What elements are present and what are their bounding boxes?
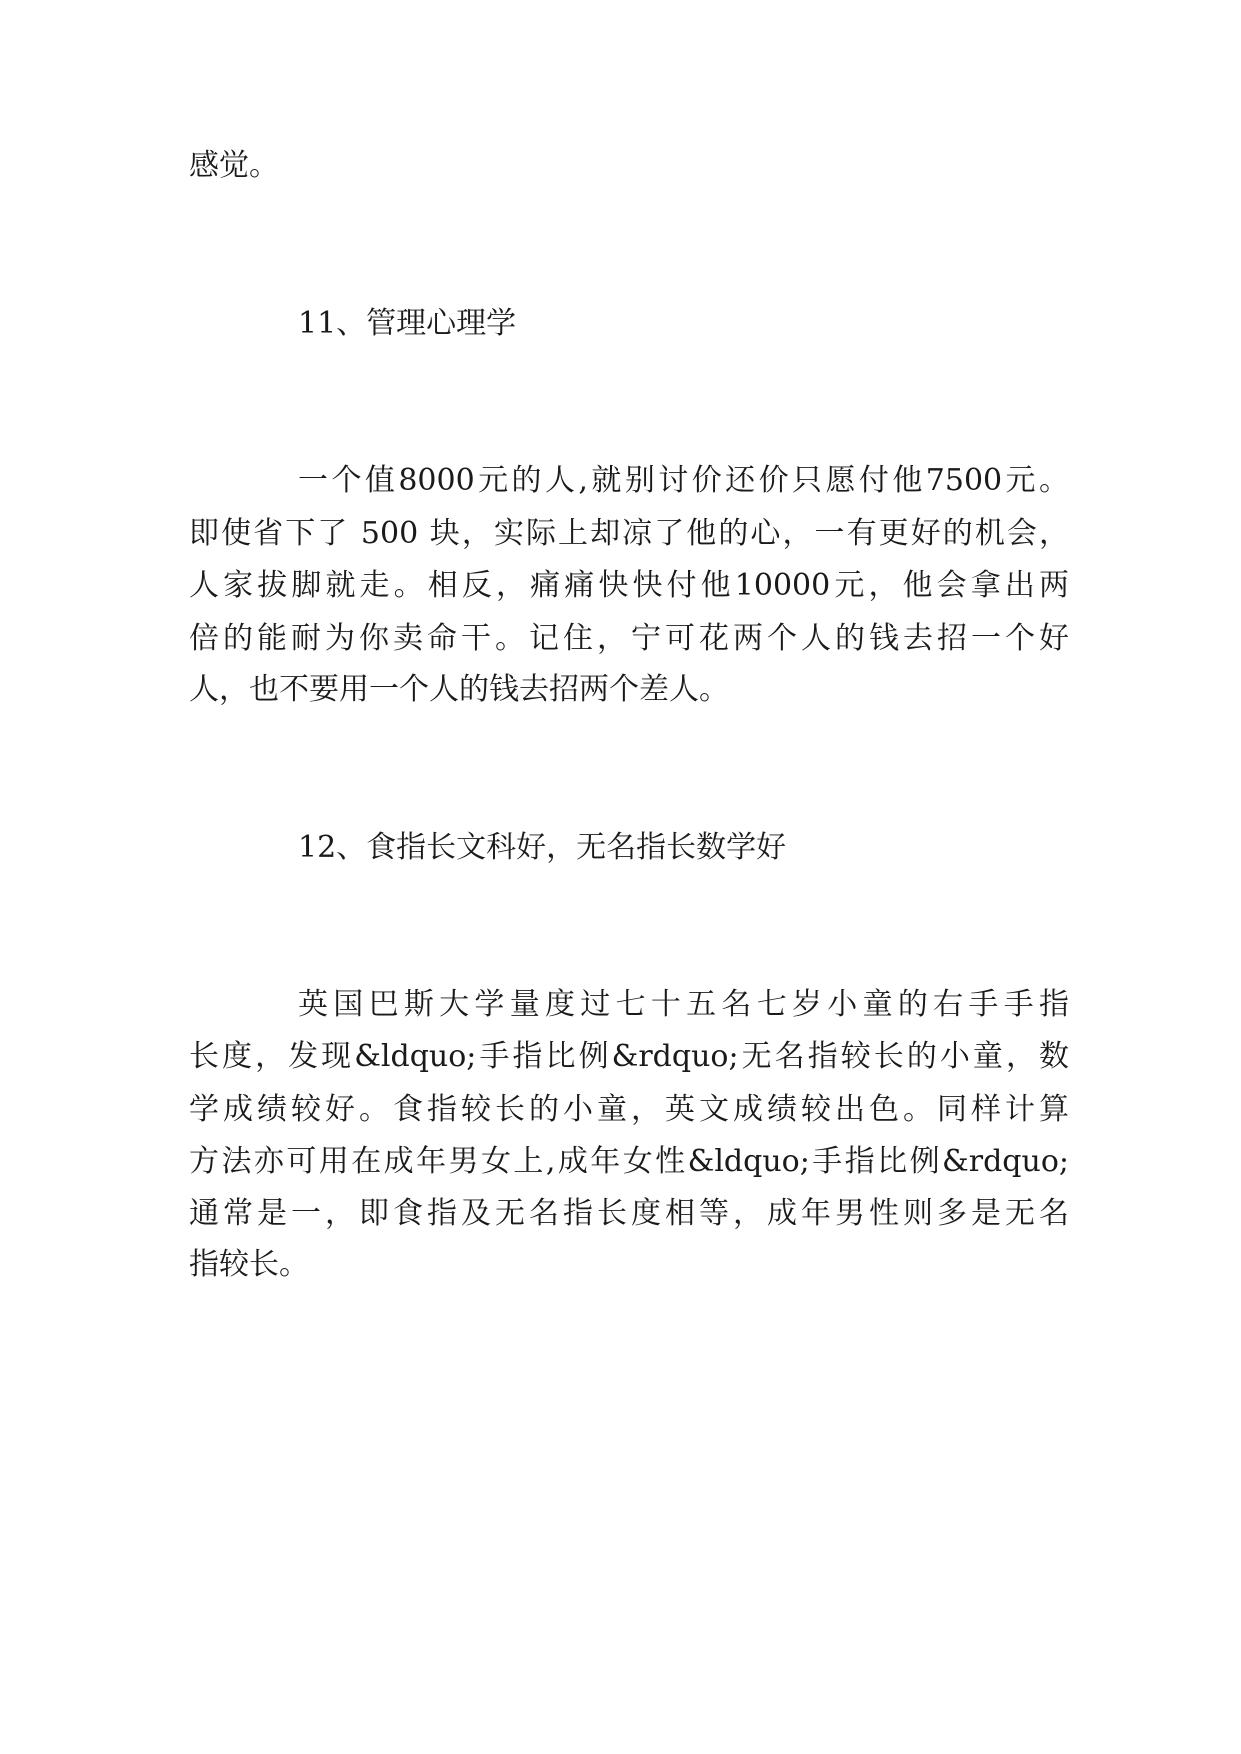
paragraph-line: 通常是一，即食指及无名指长度相等，成年男性则多是无名: [189, 1196, 1069, 1231]
paragraph-line: 方法亦可用在成年男女上,成年女性&ldquo;手指比例&rdquo;: [189, 1144, 1069, 1179]
paragraph-line: 学成绩较好。食指较长的小童，英文成绩较出色。同样计算: [189, 1092, 1069, 1127]
top-fragment-text: 感觉。: [189, 148, 279, 183]
paragraph-line: 即使省下了 500 块，实际上却凉了他的心，一有更好的机会，: [189, 516, 1069, 551]
paragraph-line: 长度，发现&ldquo;手指比例&rdquo;无名指较长的小童，数: [189, 1039, 1069, 1074]
section-11-heading: 11、管理心理学: [298, 306, 517, 341]
paragraph-line: 人家拔脚就走。相反，痛痛快快付他10000元，他会拿出两: [189, 568, 1069, 603]
paragraph-line: 英国巴斯大学量度过七十五名七岁小童的右手手指: [298, 987, 1069, 1022]
paragraph-line: 倍的能耐为你卖命干。记住，宁可花两个人的钱去招一个好: [189, 621, 1069, 656]
paragraph-line: 指较长。: [189, 1247, 309, 1282]
paragraph-line: 人，也不要用一个人的钱去招两个差人。: [189, 672, 729, 707]
section-12-heading: 12、食指长文科好，无名指长数学好: [298, 830, 787, 865]
paragraph-line: 一个值8000元的人,就别讨价还价只愿付他7500元。: [298, 463, 1069, 498]
